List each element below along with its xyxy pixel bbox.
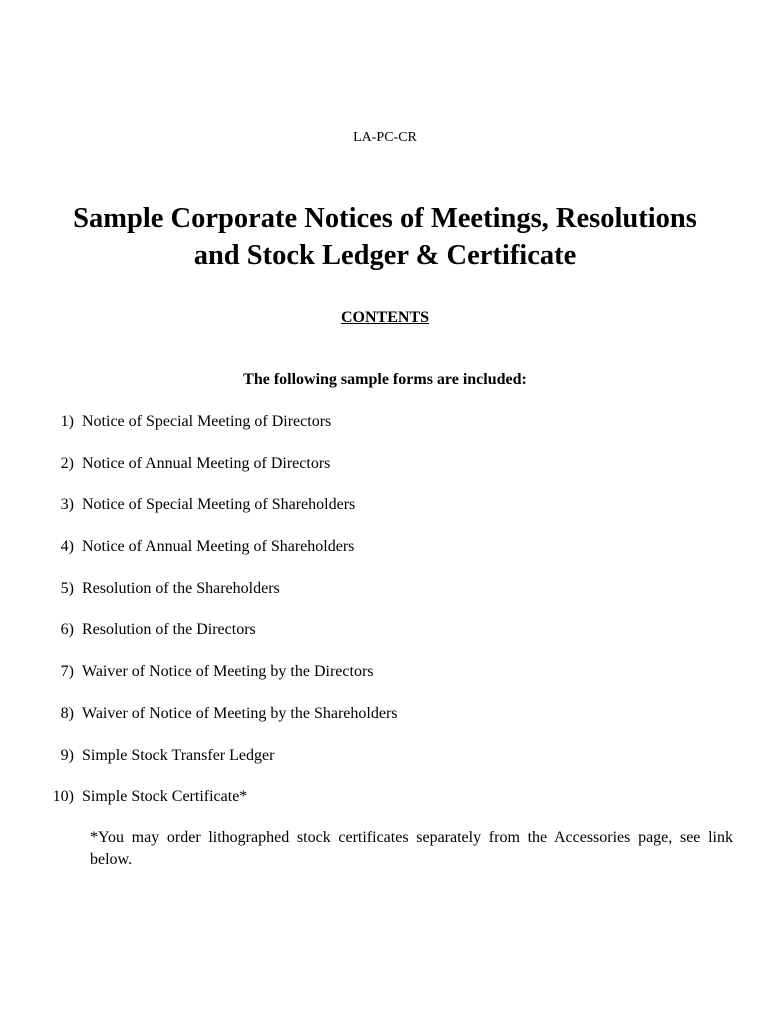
footnote: *You may order lithographed stock certificates separately from the Accessories page, see link below. [90,829,733,868]
list-item [0,453,770,495]
forms-list [0,411,770,828]
item-number: 6) [60,621,74,639]
item-text: Simple Stock Transfer Ledger [82,746,275,764]
item-text: Resolution of the Shareholders [82,579,280,597]
list-item [0,745,770,787]
document-code: LA-PC-CR [353,130,417,145]
item-number: 2) [60,454,74,472]
item-number: 4) [60,538,74,556]
item-text: Waiver of Notice of Meeting by the Shareholders [82,704,398,722]
list-item [0,578,770,620]
item-text: Waiver of Notice of Meeting by the Directors [82,663,374,681]
item-number: 3) [60,496,74,514]
title-line-1: Sample Corporate Notices of Meetings, Resolutions [73,203,697,234]
item-text: Resolution of the Directors [82,621,256,639]
list-item [0,786,770,828]
intro-text: The following sample forms are included: [243,371,527,388]
list-item [0,703,770,745]
item-text: Notice of Annual Meeting of Directors [82,454,331,472]
item-text: Notice of Special Meeting of Shareholders [82,496,356,514]
item-number: 1) [60,413,74,430]
item-number: 8) [60,704,74,722]
list-item [0,536,770,578]
item-number: 10) [52,788,74,806]
item-number: 9) [60,746,74,764]
list-item [0,411,770,453]
list-item [0,619,770,661]
item-number: 5) [60,579,74,597]
item-text: Notice of Annual Meeting of Shareholders [82,538,355,556]
list-item [0,661,770,703]
list-item [0,494,770,536]
item-text: Simple Stock Certificate* [82,788,248,806]
document-title [30,200,740,274]
item-number: 7) [60,663,74,681]
item-text: Notice of Special Meeting of Directors [82,413,332,430]
title-line-2: and Stock Ledger & Certificate [193,240,577,271]
contents-heading: CONTENTS [340,309,430,326]
